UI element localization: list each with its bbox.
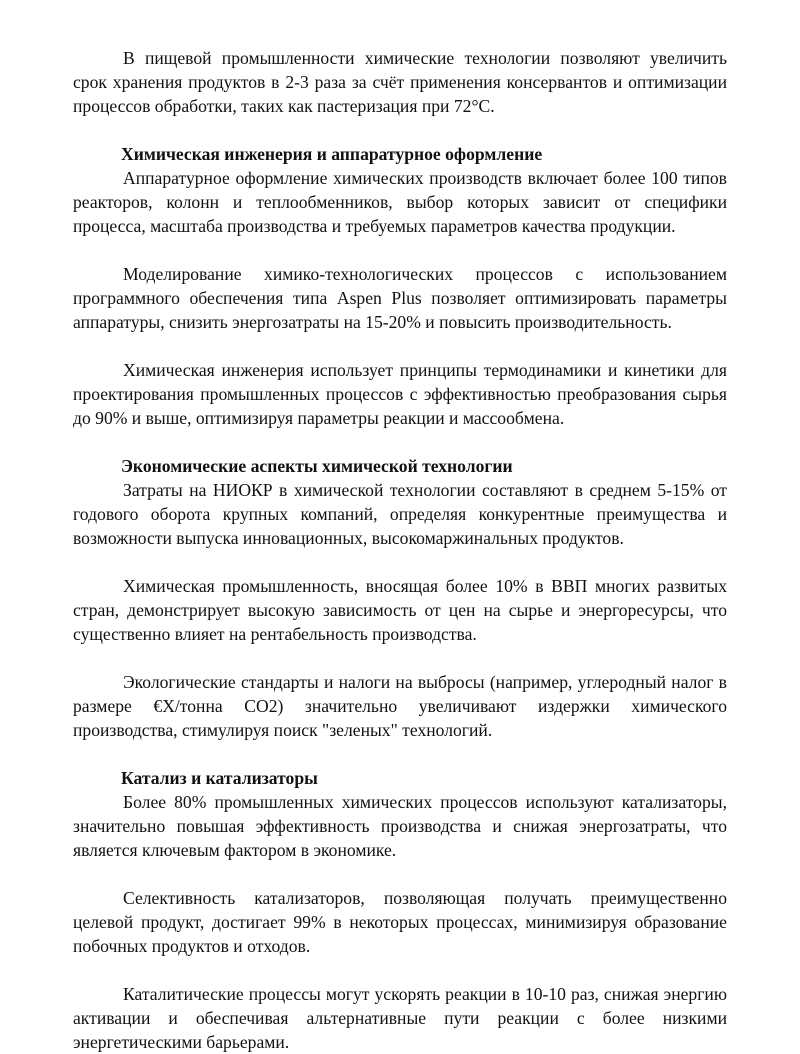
paragraph-gap <box>73 646 727 670</box>
heading-chemical-engineering: Химическая инженерия и аппаратурное оформление <box>121 144 543 164</box>
paragraph-gap <box>73 550 727 574</box>
paragraph-gap <box>73 238 727 262</box>
paragraph-gap <box>73 958 727 982</box>
paragraph-catalyst-usage: Более 80% промышленных химических процессов используют катализаторы, значительно повышая эффективность производства и снижая энергозатраты, что является ключевым фактором в экономике. <box>73 792 727 860</box>
paragraph-selectivity: Селективность катализаторов, позволяющая получать преимущественно целевой продукт, достигает 99% в некоторых процессах, минимизируя образование побочных продуктов и отходов. <box>73 888 727 956</box>
paragraph-food-industry: В пищевой промышленности химические технологии позволяют увеличить срок хранения продуктов в 2-3 раза за счёт применения консервантов и оптимизации процессов обработки, таких как пастеризация при 72°C. <box>73 48 727 116</box>
document-page <box>73 46 727 1054</box>
paragraph-engineering-principles: Химическая инженерия использует принципы термодинамики и кинетики для проектирования промышленных процессов с эффективностью преобразования сырья до 90% и выше, оптимизируя параметры реакции и массообмена. <box>73 360 727 428</box>
paragraph-rnd-costs: Затраты на НИОКР в химической технологии составляют в среднем 5-15% от годового оборота крупных компаний, определяя конкурентные преимущества и возможности выпуска инновационных, высокомаржинальных продуктов. <box>73 480 727 548</box>
paragraph-gap <box>73 334 727 358</box>
paragraph-catalytic-acceleration: Каталитические процессы могут ускорять реакции в 10-10 раз, снижая энергию активации и обеспечивая альтернативные пути реакции с более низкими энергетическими барьерами. <box>73 984 727 1052</box>
paragraph-gap <box>73 742 727 766</box>
paragraph-ecological-standards: Экологические стандарты и налоги на выбросы (например, углеродный налог в размере €X/тонна CO2) значительно увеличивают издержки химического производства, стимулируя поиск "зеленых" технологий. <box>73 672 727 740</box>
paragraph-gdp-share: Химическая промышленность, вносящая более 10% в ВВП многих развитых стран, демонстрирует высокую зависимость от цен на сырье и энергоресурсы, что существенно влияет на рентабельность производства. <box>73 576 727 644</box>
paragraph-gap <box>73 118 727 142</box>
paragraph-modeling: Моделирование химико-технологических процессов с использованием программного обеспечения типа Aspen Plus позволяет оптимизировать параметры аппаратуры, снизить энергозатраты на 15-20% и повысить производительность. <box>73 264 727 332</box>
paragraph-gap <box>73 862 727 886</box>
heading-economic-aspects: Экономические аспекты химической технологии <box>121 456 513 476</box>
paragraph-gap <box>73 430 727 454</box>
paragraph-apparatus: Аппаратурное оформление химических производств включает более 100 типов реакторов, колонн и теплообменников, выбор которых зависит от специфики процесса, масштаба производства и требуемых параметров качества продукции. <box>73 168 727 236</box>
heading-catalysis: Катализ и катализаторы <box>121 768 318 788</box>
